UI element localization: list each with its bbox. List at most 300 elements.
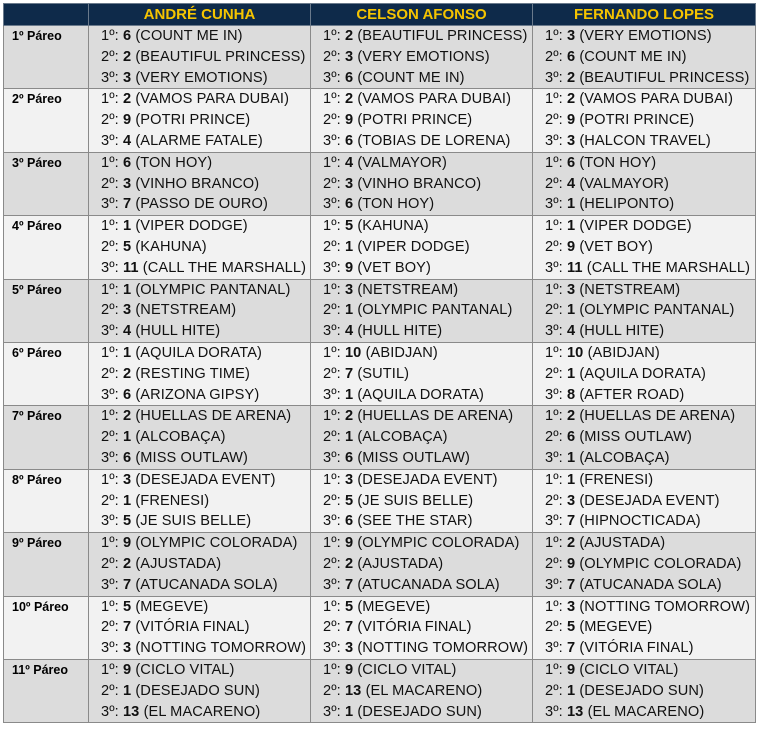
horse-number: 4	[344, 154, 354, 171]
pick-line	[533, 131, 755, 152]
horse-number: 6	[122, 154, 132, 171]
horse-name: (AQUILA DORATA)	[357, 386, 484, 403]
horse-name: (OLYMPIC PANTANAL)	[135, 281, 291, 298]
horse-name: (VET BOY)	[357, 259, 431, 276]
pick-position: 3º:	[101, 576, 119, 593]
horse-number: 6	[122, 28, 132, 44]
pick-position: 3º:	[545, 69, 563, 86]
pick-line	[89, 511, 310, 532]
race-label: 4º Páreo	[4, 216, 89, 279]
pick-position: 1º:	[545, 154, 563, 171]
picks-cell-andre-cunha	[89, 469, 311, 532]
picks-cell-andre-cunha	[89, 533, 311, 596]
pick-line	[89, 237, 310, 258]
pick-position: 2º:	[545, 682, 563, 699]
pick-line	[89, 575, 310, 596]
pick-position: 2º:	[101, 48, 119, 65]
picks-cell-fernando-lopes	[533, 216, 756, 279]
horse-number: 2	[344, 91, 354, 108]
pick-line	[89, 681, 310, 702]
pick-line	[89, 406, 310, 427]
pick-position: 2º:	[545, 112, 563, 129]
horse-name: (VINHO BRANCO)	[357, 175, 482, 192]
pick-position: 2º:	[545, 175, 563, 192]
pick-line	[533, 511, 755, 532]
race-row	[4, 406, 756, 469]
horse-number: 5	[344, 218, 354, 235]
horse-name: (OLYMPIC PANTANAL)	[579, 302, 735, 319]
horse-number: 6	[566, 154, 576, 171]
pick-line	[311, 131, 532, 152]
horse-name: (ATUCANADA SOLA)	[357, 576, 500, 593]
horse-name: (PASSO DE OURO)	[135, 196, 268, 213]
pick-line	[311, 280, 532, 301]
pick-position: 3º:	[101, 132, 119, 149]
horse-name: (ABIDJAN)	[587, 344, 660, 361]
horse-number: 1	[566, 302, 576, 319]
pick-line	[89, 321, 310, 342]
picks-cell-celson-afonso	[311, 469, 533, 532]
pick-line	[533, 575, 755, 596]
race-label: 10º Páreo	[4, 596, 89, 659]
picks-cell-celson-afonso	[311, 596, 533, 659]
pick-line	[89, 131, 310, 152]
horse-name: (JE SUIS BELLE)	[135, 513, 252, 530]
horse-number: 13	[566, 703, 584, 720]
horse-name: (OLYMPIC COLORADA)	[357, 535, 520, 552]
horse-name: (POTRI PRINCE)	[579, 112, 695, 129]
horse-number: 1	[122, 682, 132, 699]
pick-position: 1º:	[101, 28, 119, 44]
pick-line	[533, 427, 755, 448]
horse-number: 6	[344, 132, 354, 149]
horse-name: (DESEJADO SUN)	[135, 682, 260, 699]
horse-name: (VAMOS PARA DUBAI)	[579, 91, 734, 108]
horse-name: (CICLO VITAL)	[579, 661, 679, 678]
pick-position: 2º:	[101, 175, 119, 192]
pick-line	[533, 237, 755, 258]
horse-number: 9	[122, 535, 132, 552]
race-label: 9º Páreo	[4, 533, 89, 596]
horse-number: 7	[344, 619, 354, 636]
pick-line	[533, 300, 755, 321]
horse-number: 5	[344, 598, 354, 615]
horse-number: 5	[122, 238, 132, 255]
pick-line	[533, 681, 755, 702]
picks-cell-andre-cunha	[89, 659, 311, 722]
horse-name: (VITÓRIA FINAL)	[579, 640, 694, 657]
horse-number: 6	[344, 69, 354, 86]
horse-number: 6	[344, 513, 354, 530]
horse-number: 3	[344, 640, 354, 657]
horse-number: 1	[122, 281, 132, 298]
pick-line	[311, 26, 532, 47]
horse-name: (NETSTREAM)	[357, 281, 459, 298]
horse-name: (VAMOS PARA DUBAI)	[357, 91, 512, 108]
pick-line	[311, 385, 532, 406]
horse-name: (FRENESI)	[579, 471, 654, 488]
picks-cell-fernando-lopes	[533, 279, 756, 342]
horse-name: (ALCOBAÇA)	[357, 429, 448, 446]
horse-number: 3	[344, 175, 354, 192]
pick-position: 1º:	[323, 28, 341, 44]
horse-number: 9	[566, 661, 576, 678]
pick-line	[89, 174, 310, 195]
horse-number: 1	[566, 682, 576, 699]
pick-line	[89, 364, 310, 385]
pick-position: 3º:	[545, 259, 563, 276]
horse-number: 1	[344, 302, 354, 319]
race-row	[4, 533, 756, 596]
pick-line	[89, 153, 310, 174]
pick-position: 1º:	[545, 471, 563, 488]
pick-line	[89, 448, 310, 469]
pick-position: 1º:	[323, 408, 341, 425]
header-fernando-lopes: FERNANDO LOPES	[533, 4, 756, 26]
pick-line	[533, 638, 755, 659]
pick-position: 3º:	[323, 576, 341, 593]
race-row	[4, 26, 756, 89]
horse-number: 1	[122, 344, 132, 361]
race-row	[4, 469, 756, 532]
horse-name: (ARIZONA GIPSY)	[135, 386, 260, 403]
horse-name: (VIPER DODGE)	[579, 218, 692, 235]
picks-cell-fernando-lopes	[533, 89, 756, 152]
horse-name: (VERY EMOTIONS)	[357, 48, 490, 65]
pick-line	[533, 321, 755, 342]
horse-name: (FRENESI)	[135, 492, 210, 509]
pick-line	[89, 638, 310, 659]
pick-position: 2º:	[545, 365, 563, 382]
horse-name: (BEAUTIFUL PRINCESS)	[135, 48, 306, 65]
race-row	[4, 216, 756, 279]
pick-line	[533, 216, 755, 237]
horse-number: 2	[566, 408, 576, 425]
horse-name: (DESEJADA EVENT)	[135, 471, 276, 488]
horse-name: (AFTER ROAD)	[579, 386, 685, 403]
pick-line	[311, 427, 532, 448]
horse-number: 5	[566, 619, 576, 636]
horse-number: 3	[344, 281, 354, 298]
race-row	[4, 342, 756, 405]
horse-name: (EL MACARENO)	[587, 703, 705, 720]
horse-number: 6	[122, 449, 132, 466]
horse-name: (CICLO VITAL)	[357, 661, 457, 678]
pick-position: 2º:	[323, 492, 341, 509]
pick-position: 3º:	[545, 132, 563, 149]
pick-position: 3º:	[545, 196, 563, 213]
horse-number: 1	[122, 429, 132, 446]
picks-table	[3, 3, 756, 723]
pick-position: 2º:	[545, 429, 563, 446]
pick-position: 2º:	[545, 238, 563, 255]
pick-position: 1º:	[323, 535, 341, 552]
header-celson-afonso: CELSON AFONSO	[311, 4, 533, 26]
horse-number: 10	[344, 344, 362, 361]
pick-position: 3º:	[323, 513, 341, 530]
pick-line	[89, 617, 310, 638]
horse-name: (VITÓRIA FINAL)	[357, 619, 472, 636]
horse-number: 3	[122, 471, 132, 488]
pick-position: 2º:	[323, 619, 341, 636]
pick-line	[533, 89, 755, 110]
pick-position: 1º:	[545, 28, 563, 44]
race-row	[4, 596, 756, 659]
horse-number: 9	[122, 661, 132, 678]
pick-line	[533, 385, 755, 406]
horse-number: 1	[344, 386, 354, 403]
picks-cell-fernando-lopes	[533, 596, 756, 659]
horse-number: 1	[566, 218, 576, 235]
horse-name: (NOTTING TOMORROW)	[357, 640, 529, 657]
race-label: 6º Páreo	[4, 342, 89, 405]
picks-cell-andre-cunha	[89, 406, 311, 469]
horse-name: (AJUSTADA)	[135, 555, 222, 572]
pick-line	[311, 448, 532, 469]
header-andre-cunha: ANDRÉ CUNHA	[89, 4, 311, 26]
horse-number: 8	[566, 386, 576, 403]
pick-line	[311, 511, 532, 532]
pick-line	[311, 617, 532, 638]
pick-position: 3º:	[101, 386, 119, 403]
horse-number: 5	[122, 598, 132, 615]
race-row	[4, 279, 756, 342]
pick-line	[89, 343, 310, 364]
pick-line	[311, 597, 532, 618]
race-row	[4, 152, 756, 215]
horse-name: (NETSTREAM)	[579, 281, 681, 298]
horse-number: 13	[122, 703, 140, 720]
horse-number: 9	[344, 661, 354, 678]
pick-line	[533, 68, 755, 89]
picks-cell-andre-cunha	[89, 596, 311, 659]
horse-number: 3	[566, 492, 576, 509]
horse-number: 1	[122, 492, 132, 509]
pick-position: 3º:	[101, 69, 119, 86]
horse-name: (KAHUNA)	[357, 218, 429, 235]
pick-position: 2º:	[323, 302, 341, 319]
horse-number: 2	[566, 91, 576, 108]
horse-name: (POTRI PRINCE)	[357, 112, 473, 129]
pick-position: 1º:	[545, 281, 563, 298]
pick-line	[311, 237, 532, 258]
horse-name: (DESEJADO SUN)	[579, 682, 704, 699]
horse-name: (BEAUTIFUL PRINCESS)	[357, 28, 528, 44]
pick-line	[311, 343, 532, 364]
horse-number: 9	[566, 238, 576, 255]
pick-position: 1º:	[323, 598, 341, 615]
pick-position: 2º:	[323, 175, 341, 192]
horse-number: 2	[122, 91, 132, 108]
horse-name: (DESEJADO SUN)	[357, 703, 482, 720]
pick-line	[311, 681, 532, 702]
pick-position: 2º:	[323, 682, 341, 699]
pick-line	[533, 533, 755, 554]
horse-number: 9	[566, 112, 576, 129]
picks-cell-fernando-lopes	[533, 152, 756, 215]
pick-position: 1º:	[545, 598, 563, 615]
race-label: 11º Páreo	[4, 659, 89, 722]
horse-number: 2	[344, 28, 354, 44]
pick-position: 1º:	[323, 344, 341, 361]
pick-position: 1º:	[101, 154, 119, 171]
race-label: 2º Páreo	[4, 89, 89, 152]
header-row	[4, 4, 756, 26]
horse-name: (OLYMPIC COLORADA)	[135, 535, 298, 552]
pick-position: 2º:	[101, 555, 119, 572]
pick-line	[533, 110, 755, 131]
pick-position: 1º:	[101, 344, 119, 361]
race-row	[4, 89, 756, 152]
pick-position: 3º:	[545, 513, 563, 530]
pick-position: 2º:	[101, 619, 119, 636]
horse-name: (HUELLAS DE ARENA)	[135, 408, 292, 425]
pick-position: 3º:	[545, 449, 563, 466]
pick-position: 3º:	[323, 69, 341, 86]
pick-position: 2º:	[323, 555, 341, 572]
pick-line	[311, 660, 532, 681]
pick-position: 1º:	[545, 408, 563, 425]
pick-line	[311, 216, 532, 237]
horse-name: (JE SUIS BELLE)	[357, 492, 474, 509]
horse-name: (MEGEVE)	[579, 619, 653, 636]
pick-position: 2º:	[101, 365, 119, 382]
horse-name: (NOTTING TOMORROW)	[135, 640, 307, 657]
race-label: 5º Páreo	[4, 279, 89, 342]
horse-name: (AQUILA DORATA)	[579, 365, 706, 382]
pick-line	[311, 491, 532, 512]
pick-line	[533, 617, 755, 638]
pick-line	[311, 406, 532, 427]
pick-position: 3º:	[323, 132, 341, 149]
horse-name: (ALARME FATALE)	[135, 132, 263, 149]
pick-position: 2º:	[545, 619, 563, 636]
pick-line	[533, 597, 755, 618]
horse-number: 1	[344, 703, 354, 720]
pick-position: 3º:	[101, 449, 119, 466]
pick-position: 2º:	[101, 238, 119, 255]
pick-line	[311, 638, 532, 659]
pick-position: 2º:	[323, 429, 341, 446]
pick-line	[533, 153, 755, 174]
horse-name: (HUELLAS DE ARENA)	[579, 408, 736, 425]
pick-line	[89, 427, 310, 448]
horse-number: 4	[344, 323, 354, 340]
horse-name: (AJUSTADA)	[357, 555, 444, 572]
header-corner	[4, 4, 89, 26]
horse-number: 3	[122, 640, 132, 657]
pick-position: 3º:	[101, 703, 119, 720]
pick-position: 3º:	[323, 259, 341, 276]
horse-name: (TOBIAS DE LORENA)	[357, 132, 511, 149]
pick-position: 2º:	[545, 302, 563, 319]
pick-position: 1º:	[545, 218, 563, 235]
pick-line	[533, 194, 755, 215]
horse-name: (HUELLAS DE ARENA)	[357, 408, 514, 425]
pick-line	[89, 660, 310, 681]
pick-position: 1º:	[545, 535, 563, 552]
pick-position: 2º:	[323, 112, 341, 129]
pick-line	[533, 470, 755, 491]
horse-number: 6	[344, 449, 354, 466]
horse-number: 7	[122, 619, 132, 636]
pick-position: 3º:	[101, 196, 119, 213]
horse-name: (HULL HITE)	[579, 323, 665, 340]
picks-cell-andre-cunha	[89, 89, 311, 152]
pick-position: 3º:	[323, 323, 341, 340]
horse-name: (ALCOBAÇA)	[135, 429, 226, 446]
picks-cell-celson-afonso	[311, 533, 533, 596]
horse-name: (VALMAYOR)	[357, 154, 447, 171]
pick-line	[89, 89, 310, 110]
horse-number: 3	[566, 598, 576, 615]
horse-name: (RESTING TIME)	[135, 365, 250, 382]
pick-position: 3º:	[545, 323, 563, 340]
horse-name: (TON HOY)	[357, 196, 435, 213]
pick-line	[533, 47, 755, 68]
pick-line	[311, 470, 532, 491]
picks-cell-fernando-lopes	[533, 342, 756, 405]
horse-number: 7	[566, 640, 576, 657]
pick-position: 1º:	[545, 91, 563, 108]
pick-line	[89, 554, 310, 575]
pick-position: 1º:	[323, 281, 341, 298]
horse-name: (VERY EMOTIONS)	[135, 69, 268, 86]
pick-position: 3º:	[323, 386, 341, 403]
horse-number: 2	[122, 365, 132, 382]
pick-line	[89, 300, 310, 321]
race-row	[4, 659, 756, 722]
horse-name: (HULL HITE)	[357, 323, 443, 340]
horse-number: 2	[344, 408, 354, 425]
horse-number: 1	[344, 238, 354, 255]
horse-name: (DESEJADA EVENT)	[579, 492, 720, 509]
picks-cell-celson-afonso	[311, 342, 533, 405]
horse-name: (EL MACARENO)	[365, 682, 483, 699]
pick-line	[89, 702, 310, 723]
pick-line	[311, 364, 532, 385]
pick-line	[533, 491, 755, 512]
pick-position: 3º:	[545, 386, 563, 403]
pick-position: 1º:	[101, 218, 119, 235]
horse-name: (COUNT ME IN)	[357, 69, 465, 86]
horse-number: 2	[122, 408, 132, 425]
pick-position: 2º:	[101, 112, 119, 129]
horse-name: (AQUILA DORATA)	[135, 344, 262, 361]
picks-cell-fernando-lopes	[533, 533, 756, 596]
horse-number: 3	[122, 302, 132, 319]
pick-line	[89, 385, 310, 406]
pick-line	[533, 280, 755, 301]
picks-cell-celson-afonso	[311, 659, 533, 722]
horse-number: 5	[122, 513, 132, 530]
horse-name: (ABIDJAN)	[365, 344, 438, 361]
horse-number: 3	[566, 28, 576, 44]
horse-name: (HIPNOCTICADA)	[579, 513, 701, 530]
horse-number: 3	[344, 471, 354, 488]
pick-position: 1º:	[323, 471, 341, 488]
horse-number: 5	[344, 492, 354, 509]
picks-cell-fernando-lopes	[533, 659, 756, 722]
pick-line	[533, 660, 755, 681]
horse-number: 10	[566, 344, 584, 361]
pick-line	[89, 47, 310, 68]
pick-line	[311, 533, 532, 554]
pick-line	[533, 174, 755, 195]
horse-number: 1	[122, 218, 132, 235]
pick-position: 2º:	[101, 429, 119, 446]
pick-line	[89, 258, 310, 279]
